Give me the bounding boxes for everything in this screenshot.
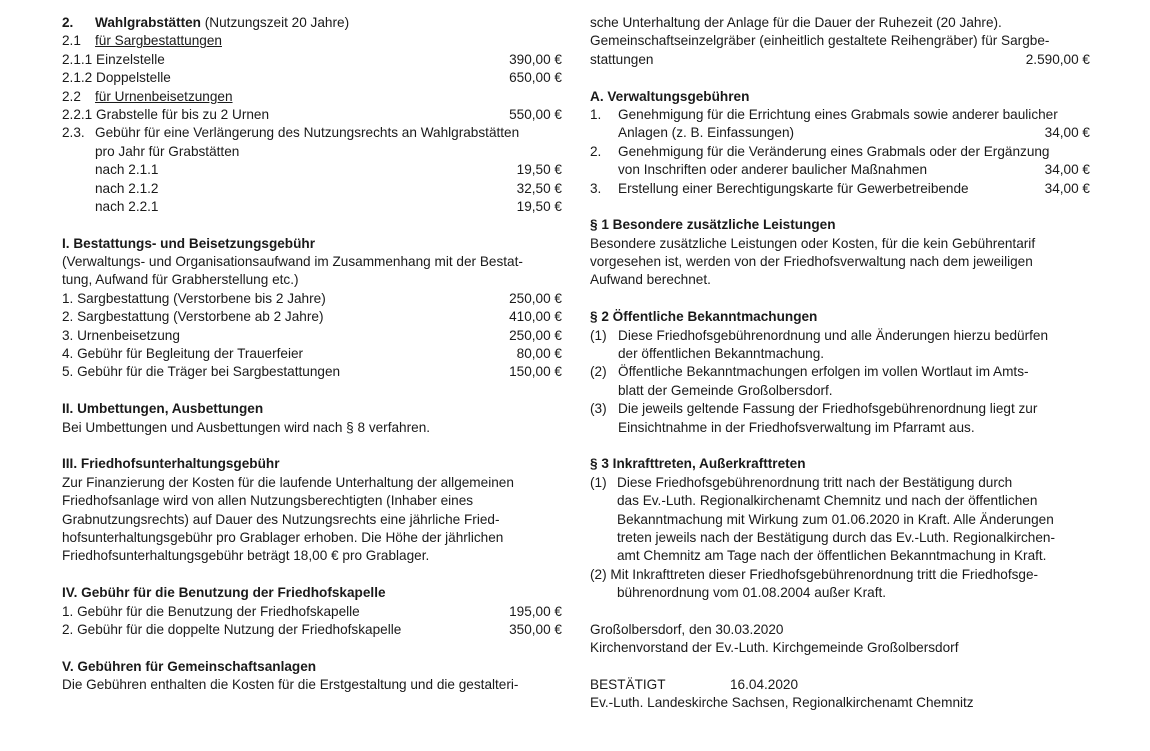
- fee-amount: 195,00 €: [509, 603, 562, 619]
- approval-line: [590, 676, 1090, 694]
- section-II-text: Bei Umbettungen und Ausbettungen wird nach § 8 verfahren.: [62, 419, 431, 435]
- fee-row: 2. Sargbestattung (Verstorbene ab 2 Jahre) 410,00 €: [62, 308, 562, 326]
- fee-row: nach 2.2.1 19,50 €: [62, 198, 562, 216]
- section-II-title: II. Umbettungen, Ausbettungen: [62, 401, 264, 417]
- fee-amount: 19,50 €: [516, 198, 562, 214]
- paragraph-3-item: Bekanntmachung mit Wirkung zum 01.06.2020 in Kraft. Alle Änderungen: [617, 511, 1054, 527]
- section-I-desc: (Verwaltungs- und Organisationsaufwand im Zusammenhang mit der Bestat-: [62, 254, 523, 270]
- fee-amount: 19,50 €: [516, 162, 562, 178]
- fee-amount: 34,00 €: [1044, 162, 1090, 178]
- fee-amount: 80,00 €: [516, 346, 562, 362]
- paragraph-1-text: Besondere zusätzliche Leistungen oder Kosten, für die kein Gebührentarif: [590, 235, 1036, 251]
- section-2-1-label: für Sargbestattungen: [95, 33, 222, 49]
- section-III-text: Grabnutzungsrechts) auf Dauer des Nutzungsrechts eine jährliche Fried-: [62, 511, 500, 527]
- fee-row: 3. Erstellung einer Berechtigungskarte für Gewerbetreibende 34,00 €: [590, 180, 1090, 198]
- left-column: [62, 14, 562, 694]
- paragraph-2-title: § 2 Öffentliche Bekanntmachungen: [590, 309, 818, 325]
- section-2-1-heading: 2.1 für Sargbestattungen: [62, 32, 562, 50]
- fee-amount: 390,00 €: [509, 51, 562, 67]
- section-I-desc: tung, Aufwand für Grabherstellung etc.): [62, 272, 299, 288]
- section-A-item: 2. Genehmigung für die Veränderung eines Grabmals oder der Ergänzung: [590, 143, 1050, 159]
- fee-row: 2.2.1 Grabstelle für bis zu 2 Urnen 550,00 €: [62, 106, 562, 124]
- paragraph-2-item: blatt der Gemeinde Großolbersdorf.: [618, 382, 833, 398]
- fee-row: 2.1.2 Doppelstelle 650,00 €: [62, 69, 562, 87]
- fee-row: nach 2.1.1 19,50 €: [62, 161, 562, 179]
- fee-amount: 2.590,00 €: [1025, 51, 1090, 67]
- paragraph-3-title: § 3 Inkrafttreten, Außerkrafttreten: [590, 456, 806, 472]
- fee-amount: 250,00 €: [509, 290, 562, 306]
- section-2-number: 2.: [62, 15, 74, 30]
- section-III-title: III. Friedhofsunterhaltungsgebühr: [62, 456, 280, 472]
- fee-amount: 410,00 €: [509, 309, 562, 325]
- paragraph-3-item: amt Chemnitz am Tage nach der öffentlichen Bekanntmachung in Kraft.: [617, 548, 1047, 564]
- fee-row: 4. Gebühr für Begleitung der Trauerfeier 80,00 €: [62, 345, 562, 363]
- section-2-2-label: für Urnenbeisetzungen: [95, 88, 233, 104]
- fee-row: nach 2.1.2 32,50 €: [62, 180, 562, 198]
- approval-date: 16.04.2020: [730, 677, 799, 693]
- section-III-text: Friedhofsunterhaltungsgebühr beträgt 18,00 € pro Grablager.: [62, 548, 430, 564]
- paragraph-2-item: Einsichtnahme in der Friedhofsverwaltung im Pfarramt aus.: [618, 419, 975, 435]
- section-2-title-suffix: (Nutzungszeit 20 Jahre): [201, 15, 350, 30]
- paragraph-3-item: bührenordnung vom 01.08.2004 außer Kraft.: [617, 585, 887, 601]
- fee-row: 1. Gebühr für die Benutzung der Friedhofskapelle 195,00 €: [62, 603, 562, 621]
- section-III-text: Zur Finanzierung der Kosten für die laufende Unterhaltung der allgemeinen: [62, 474, 514, 490]
- paragraph-2-item: (1) Diese Friedhofsgebührenordnung und alle Änderungen hierzu bedürfen: [590, 327, 1049, 343]
- fee-row: 2. Gebühr für die doppelte Nutzung der Friedhofskapelle 350,00 €: [62, 621, 562, 639]
- fee-row: stattungen 2.590,00 €: [590, 51, 1090, 69]
- section-2-2-heading: 2.2 für Urnenbeisetzungen: [62, 88, 562, 106]
- fee-row: 1. Sargbestattung (Verstorbene bis 2 Jahre) 250,00 €: [62, 290, 562, 308]
- fee-amount: 34,00 €: [1044, 180, 1090, 196]
- signature-board: Kirchenvorstand der Ev.-Luth. Kirchgemeinde Großolbersdorf: [590, 640, 959, 656]
- signature-place-date: Großolbersdorf, den 30.03.2020: [590, 621, 784, 637]
- paragraph-2-item: (3) Die jeweils geltende Fassung der Friedhofsgebührenordnung liegt zur: [590, 401, 1038, 417]
- paragraph-3-item: (2) Mit Inkrafttreten dieser Friedhofsgebührenordnung tritt die Friedhofsge-: [590, 566, 1039, 582]
- fee-amount: 250,00 €: [509, 327, 562, 343]
- section-2-title: Wahlgrabstätten: [95, 15, 201, 30]
- fee-amount: 650,00 €: [509, 70, 562, 86]
- fee-row: von Inschriften oder anderer baulicher Maßnahmen 34,00 €: [590, 161, 1090, 179]
- section-V-continuation: Gemeinschaftseinzelgräber (einheitlich gestaltete Reihengräber) für Sargbe-: [590, 33, 1050, 49]
- approval-authority: Ev.-Luth. Landeskirche Sachsen, Regionalkirchenamt Chemnitz: [590, 695, 974, 711]
- paragraph-3-item: (1) Diese Friedhofsgebührenordnung tritt nach der Bestätigung durch: [590, 474, 1013, 490]
- right-column: [590, 14, 1090, 713]
- paragraph-1-text: Aufwand berechnet.: [590, 272, 711, 288]
- paragraph-1-text: vorgesehen ist, werden von der Friedhofsverwaltung nach dem jeweiligen: [590, 254, 1033, 270]
- approval-label: BESTÄTIGT: [590, 677, 666, 693]
- fee-amount: 350,00 €: [509, 621, 562, 637]
- paragraph-3-item: treten jeweils nach der Bestätigung durch das Ev.-Luth. Regionalkirchen-: [617, 529, 1056, 545]
- fee-amount: 34,00 €: [1044, 125, 1090, 141]
- fee-row: 5. Gebühr für die Träger bei Sargbestattungen 150,00 €: [62, 363, 562, 381]
- section-I-title: I. Bestattungs- und Beisetzungsgebühr: [62, 235, 316, 251]
- section-V-text: Die Gebühren enthalten die Kosten für die Erstgestaltung und die gestalteri-: [62, 677, 519, 693]
- section-IV-title: IV. Gebühr für die Benutzung der Friedhofskapelle: [62, 585, 386, 601]
- paragraph-3-item: das Ev.-Luth. Regionalkirchenamt Chemnitz und nach der öffentlichen: [617, 493, 1038, 509]
- section-V-title: V. Gebühren für Gemeinschaftsanlagen: [62, 658, 317, 674]
- fee-amount: 550,00 €: [509, 106, 562, 122]
- section-2-3-text: 2.3. Gebühr für eine Verlängerung des Nutzungsrechts an Wahlgrabstätten: [62, 125, 520, 141]
- section-2-heading: [62, 14, 562, 32]
- section-A-item: 1. Genehmigung für die Errichtung eines Grabmals sowie anderer baulicher: [590, 106, 1058, 122]
- fee-amount: 32,50 €: [516, 180, 562, 196]
- section-III-text: Friedhofsanlage wird von allen Nutzungsberechtigten (Inhaber eines: [62, 493, 474, 509]
- paragraph-2-item: der öffentlichen Bekanntmachung.: [618, 346, 825, 362]
- paragraph-2-item: (2) Öffentliche Bekanntmachungen erfolgen im vollen Wortlaut im Amts-: [590, 364, 1029, 380]
- section-A-title: A. Verwaltungsgebühren: [590, 88, 750, 104]
- fee-row: 2.1.1 Einzelstelle 390,00 €: [62, 51, 562, 69]
- section-V-continuation: sche Unterhaltung der Anlage für die Dauer der Ruhezeit (20 Jahre).: [590, 15, 1002, 30]
- section-2-3-text: pro Jahr für Grabstätten: [95, 143, 240, 159]
- section-III-text: hofsunterhaltungsgebühr pro Grablager erhoben. Die Höhe der jährlichen: [62, 529, 504, 545]
- fee-row: 3. Urnenbeisetzung 250,00 €: [62, 327, 562, 345]
- fee-amount: 150,00 €: [509, 364, 562, 380]
- fee-row: Anlagen (z. B. Einfassungen) 34,00 €: [590, 124, 1090, 142]
- paragraph-1-title: § 1 Besondere zusätzliche Leistungen: [590, 217, 836, 233]
